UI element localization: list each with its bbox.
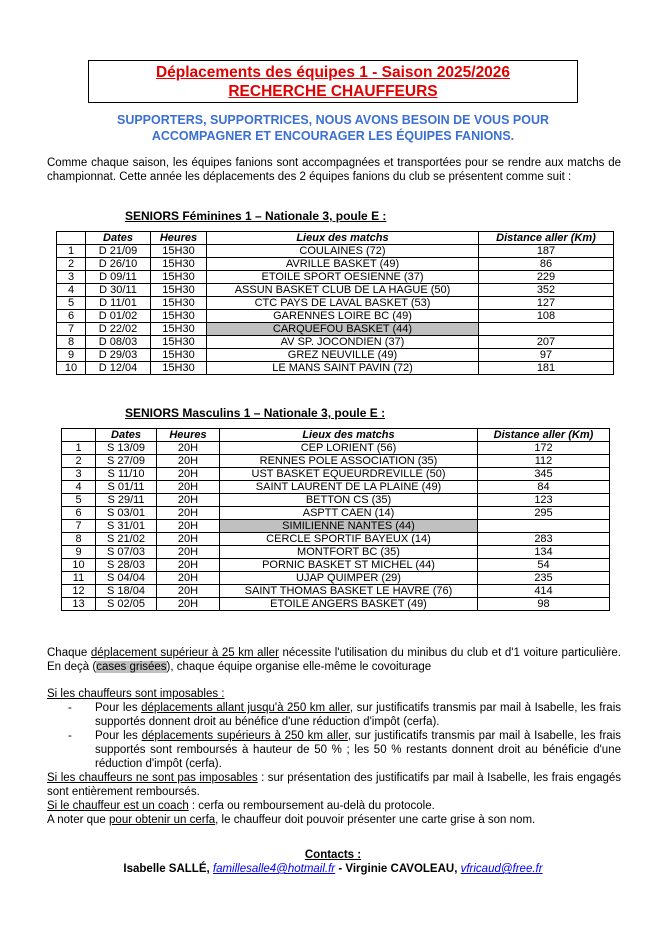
match-number: 7 — [62, 520, 96, 533]
match-number: 1 — [62, 442, 96, 455]
match-place: BETTON CS (35) — [220, 494, 478, 507]
contacts-title: Contacts : — [304, 849, 362, 861]
match-time: 15H30 — [151, 245, 207, 258]
match-time: 20H — [157, 507, 220, 520]
supporters-banner — [60, 112, 606, 144]
table-row — [57, 323, 614, 336]
match-place: SAINT LAURENT DE LA PLAINE (49) — [220, 481, 478, 494]
match-distance: 295 — [478, 507, 610, 520]
match-place: AVRILLE BASKET (49) — [207, 258, 479, 271]
list-item: - Pour les déplacements supérieurs à 250 km aller, sur justificatifs transmis par mail à Isabelle, les frais supportés sont remboursés à hauteur de 50 % ; les 50 % restants donnent droit au bénéficie d'une réduction d'impôt (cerfa). — [95, 729, 621, 771]
match-number: 9 — [62, 546, 96, 559]
non-imposable-note: Si les chauffeurs ne sont pas imposables : sur présentation des justificatifs par mail à Isabelle, les frais engagés sont entièrement remboursés. — [47, 772, 621, 798]
table-row — [62, 507, 610, 520]
match-distance: 84 — [478, 481, 610, 494]
match-distance: 97 — [479, 349, 614, 362]
match-place: SIMILIENNE NANTES (44) — [220, 520, 478, 533]
page-subtitle: RECHERCHE CHAUFFEURS — [228, 83, 438, 100]
col-dates: Dates — [96, 429, 157, 442]
match-place: ASPTT CAEN (14) — [220, 507, 478, 520]
match-distance: 172 — [478, 442, 610, 455]
table-row — [57, 349, 614, 362]
table-row — [62, 481, 610, 494]
match-date: S 28/03 — [96, 559, 157, 572]
banner-line: SUPPORTERS, SUPPORTRICES, NOUS AVONS BESOIN DE VOUS POUR — [116, 113, 549, 127]
match-time: 20H — [157, 598, 220, 611]
intro-paragraph: Comme chaque saison, les équipes fanions sont accompagnées et transportées pour se rendre aux matchs de championnat. Cette année les déplacements des 2 équipes fanions du club se présentent comme suit : — [47, 157, 621, 183]
women-section-title: SENIORS Féminines 1 – Nationale 3, poule E : — [125, 209, 387, 223]
match-place: LE MANS SAINT PAVIN (72) — [207, 362, 479, 375]
match-time: 15H30 — [151, 284, 207, 297]
match-time: 20H — [157, 520, 220, 533]
match-date: D 09/11 — [86, 271, 151, 284]
table-row — [62, 442, 610, 455]
match-date: D 12/04 — [86, 362, 151, 375]
col-lieux: Lieux des matchs — [220, 429, 478, 442]
col-num — [57, 232, 86, 245]
men-section-title: SENIORS Masculins 1 – Nationale 3, poule E : — [125, 406, 386, 420]
match-number: 9 — [57, 349, 86, 362]
table-row — [62, 598, 610, 611]
match-place: SAINT THOMAS BASKET LE HAVRE (76) — [220, 585, 478, 598]
match-distance: 54 — [478, 559, 610, 572]
match-place: ETOILE ANGERS BASKET (49) — [220, 598, 478, 611]
match-distance: 134 — [478, 546, 610, 559]
match-time: 15H30 — [151, 310, 207, 323]
match-date: D 21/09 — [86, 245, 151, 258]
match-date: D 26/10 — [86, 258, 151, 271]
table-row — [62, 572, 610, 585]
match-distance: 127 — [479, 297, 614, 310]
coach-note: Si le chauffeur est un coach : cerfa ou remboursement au-delà du protocole. — [47, 800, 435, 812]
match-place: CERCLE SPORTIF BAYEUX (14) — [220, 533, 478, 546]
match-place: RENNES POLE ASSOCIATION (35) — [220, 455, 478, 468]
match-time: 20H — [157, 533, 220, 546]
match-time: 20H — [157, 468, 220, 481]
col-num — [62, 429, 96, 442]
match-place: ASSUN BASKET CLUB DE LA HAGUE (50) — [207, 284, 479, 297]
match-number: 10 — [62, 559, 96, 572]
match-place: GREZ NEUVILLE (49) — [207, 349, 479, 362]
match-place: PORNIC BASKET ST MICHEL (44) — [220, 559, 478, 572]
match-number: 1 — [57, 245, 86, 258]
table-row — [62, 468, 610, 481]
table-row — [57, 310, 614, 323]
match-place: MONTFORT BC (35) — [220, 546, 478, 559]
table-row — [62, 494, 610, 507]
match-distance: 352 — [479, 284, 614, 297]
match-date: S 21/02 — [96, 533, 157, 546]
match-time: 15H30 — [151, 258, 207, 271]
table-row — [62, 455, 610, 468]
match-number: 2 — [57, 258, 86, 271]
match-date: S 01/11 — [96, 481, 157, 494]
men-schedule-table — [61, 428, 610, 611]
match-time: 15H30 — [151, 323, 207, 336]
match-date: D 22/02 — [86, 323, 151, 336]
notes-section — [47, 646, 621, 827]
table-row — [62, 546, 610, 559]
match-distance: 181 — [479, 362, 614, 375]
table-row — [57, 245, 614, 258]
match-date: D 30/11 — [86, 284, 151, 297]
match-place: UJAP QUIMPER (29) — [220, 572, 478, 585]
match-distance: 207 — [479, 336, 614, 349]
match-date: S 03/01 — [96, 507, 157, 520]
match-distance: 345 — [478, 468, 610, 481]
match-number: 8 — [57, 336, 86, 349]
table-row — [57, 336, 614, 349]
match-date: S 27/09 — [96, 455, 157, 468]
match-date: D 11/01 — [86, 297, 151, 310]
contacts-section — [0, 848, 666, 876]
match-distance: 414 — [478, 585, 610, 598]
match-distance — [479, 323, 614, 336]
col-dates: Dates — [86, 232, 151, 245]
match-date: D 01/02 — [86, 310, 151, 323]
col-heures: Heures — [157, 429, 220, 442]
match-number: 11 — [62, 572, 96, 585]
match-place: CEP LORIENT (56) — [220, 442, 478, 455]
match-number: 4 — [62, 481, 96, 494]
table-row — [57, 271, 614, 284]
match-date: S 04/04 — [96, 572, 157, 585]
col-heures: Heures — [151, 232, 207, 245]
match-place: CTC PAYS DE LAVAL BASKET (53) — [207, 297, 479, 310]
match-number: 3 — [62, 468, 96, 481]
match-distance: 108 — [479, 310, 614, 323]
match-date: S 31/01 — [96, 520, 157, 533]
women-schedule-table — [56, 231, 614, 375]
match-number: 5 — [57, 297, 86, 310]
match-number: 8 — [62, 533, 96, 546]
match-date: S 02/05 — [96, 598, 157, 611]
table-header-row — [57, 232, 614, 245]
match-place: UST BASKET EQUEURDREVILLE (50) — [220, 468, 478, 481]
match-place: AV SP. JOCONDIEN (37) — [207, 336, 479, 349]
match-time: 20H — [157, 585, 220, 598]
match-time: 15H30 — [151, 297, 207, 310]
col-distance: Distance aller (Km) — [479, 232, 614, 245]
match-time: 20H — [157, 546, 220, 559]
table-row — [57, 362, 614, 375]
match-place: GARENNES LOIRE BC (49) — [207, 310, 479, 323]
table-row — [62, 585, 610, 598]
table-header-row — [62, 429, 610, 442]
table-row — [62, 533, 610, 546]
match-time: 20H — [157, 481, 220, 494]
match-distance: 112 — [478, 455, 610, 468]
match-place: CARQUEFOU BASKET (44) — [207, 323, 479, 336]
imposable-title: Si les chauffeurs sont imposables : — [47, 688, 225, 700]
match-distance: 98 — [478, 598, 610, 611]
match-time: 20H — [157, 455, 220, 468]
cerfa-note: A noter que pour obtenir un cerfa, le chauffeur doit pouvoir présenter une carte grise à son nom. — [47, 814, 536, 826]
page-title: Déplacements des équipes 1 - Saison 2025/2026 — [155, 64, 511, 81]
match-place: COULAINES (72) — [207, 245, 479, 258]
match-time: 15H30 — [151, 349, 207, 362]
imposable-list — [47, 701, 621, 771]
match-number: 6 — [62, 507, 96, 520]
table-row — [57, 297, 614, 310]
match-distance — [478, 520, 610, 533]
match-time: 20H — [157, 494, 220, 507]
match-date: D 29/03 — [86, 349, 151, 362]
match-number: 4 — [57, 284, 86, 297]
match-date: S 29/11 — [96, 494, 157, 507]
email-link-virginie[interactable]: vfricaud@free.fr — [460, 863, 543, 875]
match-time: 15H30 — [151, 362, 207, 375]
match-distance: 187 — [479, 245, 614, 258]
match-distance: 86 — [479, 258, 614, 271]
match-date: S 07/03 — [96, 546, 157, 559]
contacts-line: Isabelle SALLÉ, famillesalle4@hotmail.fr - Virginie CAVOLEAU, vfricaud@free.fr — [123, 863, 543, 875]
table-row — [62, 559, 610, 572]
match-date: S 18/04 — [96, 585, 157, 598]
list-item: - Pour les déplacements allant jusqu'à 250 km aller, sur justificatifs transmis par mail à Isabelle, les frais supportés donnent droit au bénéfice d'une réduction d'impôt (cerfa). — [95, 701, 621, 729]
match-number: 12 — [62, 585, 96, 598]
email-link-isabelle[interactable]: famillesalle4@hotmail.fr — [212, 863, 336, 875]
col-lieux: Lieux des matchs — [207, 232, 479, 245]
col-distance: Distance aller (Km) — [478, 429, 610, 442]
match-distance: 235 — [478, 572, 610, 585]
match-number: 7 — [57, 323, 86, 336]
match-place: ETOILE SPORT OESIENNE (37) — [207, 271, 479, 284]
match-time: 20H — [157, 572, 220, 585]
match-time: 15H30 — [151, 271, 207, 284]
match-number: 10 — [57, 362, 86, 375]
match-number: 6 — [57, 310, 86, 323]
match-date: S 11/10 — [96, 468, 157, 481]
match-number: 5 — [62, 494, 96, 507]
match-number: 3 — [57, 271, 86, 284]
match-number: 2 — [62, 455, 96, 468]
table-row — [57, 284, 614, 297]
match-date: S 13/09 — [96, 442, 157, 455]
match-distance: 229 — [479, 271, 614, 284]
banner-line: ACCOMPAGNER ET ENCOURAGER LES ÉQUIPES FANIONS. — [151, 129, 515, 143]
table-row — [62, 520, 610, 533]
match-time: 15H30 — [151, 336, 207, 349]
match-number: 13 — [62, 598, 96, 611]
match-date: D 08/03 — [86, 336, 151, 349]
title-box — [88, 60, 578, 103]
match-distance: 123 — [478, 494, 610, 507]
match-distance: 283 — [478, 533, 610, 546]
match-time: 20H — [157, 559, 220, 572]
table-row — [57, 258, 614, 271]
match-time: 20H — [157, 442, 220, 455]
minibus-note: Chaque déplacement supérieur à 25 km aller nécessite l'utilisation du minibus du club et d'1 voiture particulière. En deçà (cases grisées), chaque équipe organise elle-même le covoiturage — [47, 647, 621, 673]
